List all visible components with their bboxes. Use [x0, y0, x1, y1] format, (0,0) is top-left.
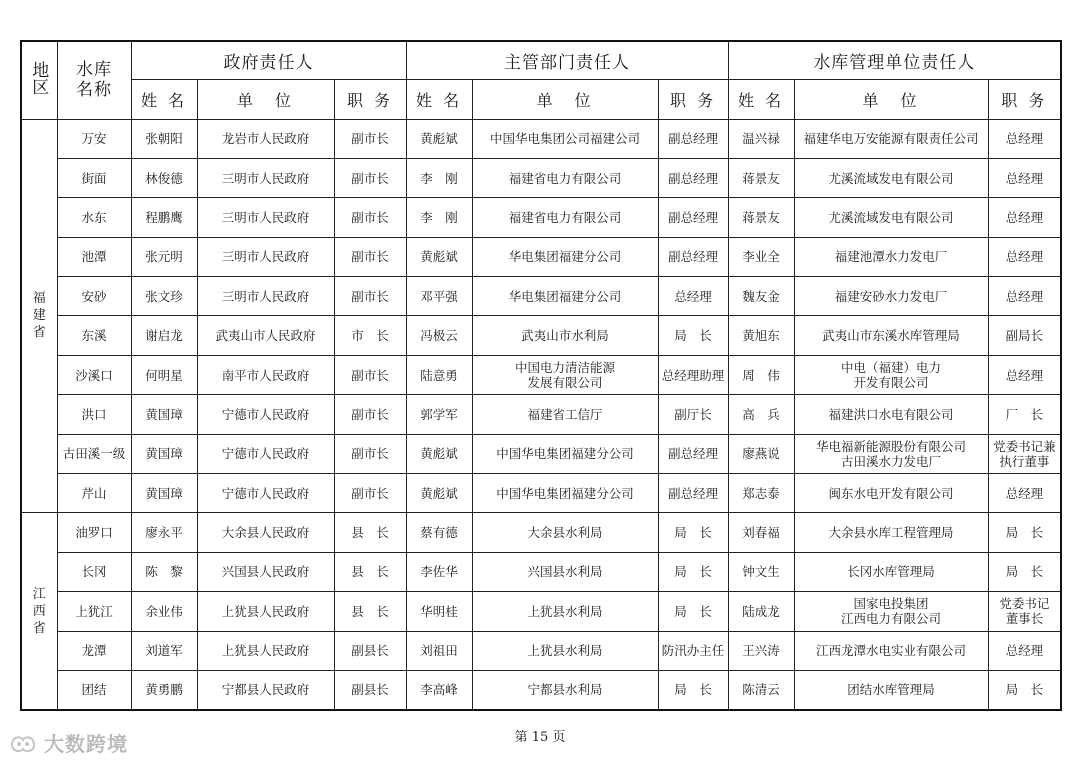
- dept-person-cell: 刘祖田: [406, 631, 472, 670]
- dept-unit-cell: 上犹县水利局: [472, 631, 658, 670]
- mgmt-person-cell: 钟文生: [728, 552, 794, 591]
- dept-post-cell: 副总经理: [658, 198, 728, 237]
- gov-person-cell: 何明星: [131, 355, 197, 394]
- dept-post-cell: 副厅长: [658, 395, 728, 434]
- dept-unit-cell: 福建省工信厅: [472, 395, 658, 434]
- reservoir-name-cell: 团结: [57, 670, 131, 709]
- table-row: [21, 355, 1061, 394]
- dept-unit-cell: 中国电力清洁能源 发展有限公司: [472, 355, 658, 394]
- dept-person-cell: 陆意勇: [406, 355, 472, 394]
- dept-post-cell: 副总经理: [658, 119, 728, 158]
- mgmt-person-cell: 廖燕说: [728, 434, 794, 473]
- mgmt-person-cell: 温兴禄: [728, 119, 794, 158]
- mgmt-post-cell: 总经理: [988, 198, 1061, 237]
- gov-unit-cell: 上犹县人民政府: [197, 592, 334, 631]
- gov-unit-cell: 三明市人民政府: [197, 237, 334, 276]
- dept-unit-cell: 福建省电力有限公司: [472, 198, 658, 237]
- reservoir-name-cell: 古田溪一级: [57, 434, 131, 473]
- mgmt-unit-cell: 福建华电万安能源有限责任公司: [794, 119, 988, 158]
- mgmt-post-cell: 局 长: [988, 552, 1061, 591]
- gov-post-cell: 副县长: [334, 631, 406, 670]
- table-row: [21, 592, 1061, 631]
- reservoir-name-cell: 沙溪口: [57, 355, 131, 394]
- mgmt-person-cell: 周 伟: [728, 355, 794, 394]
- mgmt-unit-cell: 中电（福建）电力 开发有限公司: [794, 355, 988, 394]
- dept-post-cell: 副总经理: [658, 237, 728, 276]
- mgmt-person-cell: 蒋景友: [728, 198, 794, 237]
- mgmt-unit-cell: 大余县水库工程管理局: [794, 513, 988, 552]
- gov-person-cell: 张朝阳: [131, 119, 197, 158]
- mgmt-unit-cell: 武夷山市东溪水库管理局: [794, 316, 988, 355]
- gov-post-cell: 县 长: [334, 513, 406, 552]
- gov-post-cell: 副市长: [334, 158, 406, 197]
- table-row: [21, 670, 1061, 709]
- region-cell: 江西省: [21, 513, 57, 710]
- dept-post-cell: 局 长: [658, 316, 728, 355]
- region-header: 地区: [21, 41, 57, 119]
- mgmt-unit-cell: 福建安砂水力发电厂: [794, 277, 988, 316]
- mgmt-unit-cell: 尤溪流域发电有限公司: [794, 158, 988, 197]
- dept-person-cell: 蔡有德: [406, 513, 472, 552]
- dept-post-cell: 防汛办主任: [658, 631, 728, 670]
- gov-post-cell: 副市长: [334, 434, 406, 473]
- gov-unit-cell: 上犹县人民政府: [197, 631, 334, 670]
- table-row: [21, 316, 1061, 355]
- mgmt-unit-cell: 长冈水库管理局: [794, 552, 988, 591]
- table-row: [21, 434, 1061, 473]
- mgmt-person-cell: 李业全: [728, 237, 794, 276]
- dept-unit-cell: 中国华电集团福建分公司: [472, 474, 658, 513]
- mgmt-post-cell: 厂 长: [988, 395, 1061, 434]
- mgmt-post-cell: 总经理: [988, 277, 1061, 316]
- gov-unit-cell: 三明市人民政府: [197, 158, 334, 197]
- gov-person-cell: 谢启龙: [131, 316, 197, 355]
- dept-post-cell: 局 长: [658, 592, 728, 631]
- mgmt-post-cell: 党委书记 董事长: [988, 592, 1061, 631]
- mgmt-person-cell: 魏友金: [728, 277, 794, 316]
- gov-person-cell: 张文珍: [131, 277, 197, 316]
- dept-person-cell: 黄彪斌: [406, 237, 472, 276]
- gov-unit-header: 单 位: [197, 79, 334, 119]
- mgmt-post-cell: 副局长: [988, 316, 1061, 355]
- mgmt-person-cell: 蒋景友: [728, 158, 794, 197]
- mgmt-unit-cell: 闽东水电开发有限公司: [794, 474, 988, 513]
- region-cell: 福建省: [21, 119, 57, 513]
- reservoir-name-cell: 安砂: [57, 277, 131, 316]
- table-row: [21, 237, 1061, 276]
- mgmt-unit-cell: 团结水库管理局: [794, 670, 988, 709]
- dept-person-cell: 华明桂: [406, 592, 472, 631]
- table-row: [21, 119, 1061, 158]
- dept-unit-cell: 大余县水利局: [472, 513, 658, 552]
- dept-post-cell: 局 长: [658, 552, 728, 591]
- gov-post-cell: 市 长: [334, 316, 406, 355]
- dept-person-cell: 黄彪斌: [406, 119, 472, 158]
- dept-post-cell: 局 长: [658, 513, 728, 552]
- dept-unit-cell: 中国华电集团福建分公司: [472, 434, 658, 473]
- gov-person-cell: 黄国璋: [131, 395, 197, 434]
- dept-person-cell: 李高峰: [406, 670, 472, 709]
- mgmt-post-cell: 总经理: [988, 474, 1061, 513]
- mgmt-post-cell: 局 长: [988, 670, 1061, 709]
- dept-post-header: 职 务: [658, 79, 728, 119]
- dept-unit-cell: 华电集团福建分公司: [472, 237, 658, 276]
- reservoir-name-cell: 洪口: [57, 395, 131, 434]
- dept-person-cell: 冯极云: [406, 316, 472, 355]
- gov-person-cell: 林俊德: [131, 158, 197, 197]
- gov-unit-cell: 大余县人民政府: [197, 513, 334, 552]
- dept-person-cell: 李 刚: [406, 158, 472, 197]
- dept-header: 主管部门责任人: [406, 41, 728, 79]
- mgmt-person-cell: 高 兵: [728, 395, 794, 434]
- table-row: [21, 474, 1061, 513]
- mgmt-unit-cell: 江西龙潭水电实业有限公司: [794, 631, 988, 670]
- gov-person-cell: 余业伟: [131, 592, 197, 631]
- watermark-text: 大数跨境: [44, 732, 128, 756]
- table-row: [21, 277, 1061, 316]
- mgmt-unit-cell: 福建池潭水力发电厂: [794, 237, 988, 276]
- dept-post-cell: 局 长: [658, 670, 728, 709]
- mgmt-person-cell: 郑志泰: [728, 474, 794, 513]
- responsibility-table: [20, 40, 1062, 711]
- gov-post-cell: 副市长: [334, 277, 406, 316]
- dept-name-header: 姓 名: [406, 79, 472, 119]
- page-number: 第 15 页: [514, 730, 566, 745]
- mgmt-post-cell: 总经理: [988, 119, 1061, 158]
- mgmt-unit-cell: 国家电投集团 江西电力有限公司: [794, 592, 988, 631]
- dept-post-cell: 副总经理: [658, 434, 728, 473]
- mgmt-post-cell: 总经理: [988, 355, 1061, 394]
- gov-unit-cell: 宁德市人民政府: [197, 395, 334, 434]
- gov-unit-cell: 三明市人民政府: [197, 277, 334, 316]
- gov-name-header: 姓 名: [131, 79, 197, 119]
- mgmt-person-cell: 陆成龙: [728, 592, 794, 631]
- reservoir-name-cell: 万安: [57, 119, 131, 158]
- gov-unit-cell: 宁德市人民政府: [197, 434, 334, 473]
- reservoir-name-cell: 长冈: [57, 552, 131, 591]
- gov-unit-cell: 兴国县人民政府: [197, 552, 334, 591]
- gov-unit-cell: 龙岩市人民政府: [197, 119, 334, 158]
- dept-unit-header: 单 位: [472, 79, 658, 119]
- reservoir-name-cell: 芹山: [57, 474, 131, 513]
- gov-unit-cell: 三明市人民政府: [197, 198, 334, 237]
- dept-unit-cell: 武夷山市水利局: [472, 316, 658, 355]
- gov-post-cell: 副市长: [334, 237, 406, 276]
- gov-person-cell: 黄国璋: [131, 434, 197, 473]
- gov-person-cell: 廖永平: [131, 513, 197, 552]
- reservoir-name-cell: 水东: [57, 198, 131, 237]
- mgmt-post-cell: 总经理: [988, 631, 1061, 670]
- dept-unit-cell: 兴国县水利局: [472, 552, 658, 591]
- dept-unit-cell: 华电集团福建分公司: [472, 277, 658, 316]
- reservoir-name-cell: 池潭: [57, 237, 131, 276]
- gov-post-cell: 副市长: [334, 474, 406, 513]
- mgmt-post-cell: 党委书记兼 执行董事: [988, 434, 1061, 473]
- reservoir-name-cell: 油罗口: [57, 513, 131, 552]
- reservoir-name-cell: 上犹江: [57, 592, 131, 631]
- dept-post-cell: 总经理助理: [658, 355, 728, 394]
- reservoir-header: 水库名称: [57, 41, 131, 119]
- dept-person-cell: 黄彪斌: [406, 474, 472, 513]
- dept-person-cell: 郭学军: [406, 395, 472, 434]
- gov-post-cell: 县 长: [334, 552, 406, 591]
- table-row: [21, 158, 1061, 197]
- mgmt-post-header: 职 务: [988, 79, 1061, 119]
- dept-person-cell: 黄彪斌: [406, 434, 472, 473]
- reservoir-name-cell: 东溪: [57, 316, 131, 355]
- gov-post-cell: 副市长: [334, 119, 406, 158]
- table-row: [21, 631, 1061, 670]
- reservoir-name-cell: 龙潭: [57, 631, 131, 670]
- mgmt-post-cell: 总经理: [988, 237, 1061, 276]
- reservoir-name-cell: 街面: [57, 158, 131, 197]
- gov-post-cell: 县 长: [334, 592, 406, 631]
- dept-unit-cell: 宁都县水利局: [472, 670, 658, 709]
- gov-unit-cell: 武夷山市人民政府: [197, 316, 334, 355]
- mgmt-header: 水库管理单位责任人: [728, 41, 1061, 79]
- dept-post-cell: 副总经理: [658, 474, 728, 513]
- gov-person-cell: 刘道军: [131, 631, 197, 670]
- mgmt-unit-cell: 福建洪口水电有限公司: [794, 395, 988, 434]
- gov-person-cell: 陈 黎: [131, 552, 197, 591]
- dept-person-cell: 邓平强: [406, 277, 472, 316]
- table-row: [21, 198, 1061, 237]
- gov-header: 政府责任人: [131, 41, 406, 79]
- dept-person-cell: 李佐华: [406, 552, 472, 591]
- mgmt-name-header: 姓 名: [728, 79, 794, 119]
- gov-post-cell: 副市长: [334, 355, 406, 394]
- gov-post-cell: 副市长: [334, 198, 406, 237]
- dept-person-cell: 李 刚: [406, 198, 472, 237]
- table-row: [21, 552, 1061, 591]
- mgmt-person-cell: 刘春福: [728, 513, 794, 552]
- table-header: [21, 41, 1061, 119]
- mgmt-person-cell: 黄旭东: [728, 316, 794, 355]
- gov-post-cell: 副县长: [334, 670, 406, 709]
- gov-unit-cell: 南平市人民政府: [197, 355, 334, 394]
- dept-unit-cell: 福建省电力有限公司: [472, 158, 658, 197]
- gov-post-header: 职 务: [334, 79, 406, 119]
- gov-person-cell: 黄勇鹏: [131, 670, 197, 709]
- mgmt-unit-header: 单 位: [794, 79, 988, 119]
- gov-person-cell: 张元明: [131, 237, 197, 276]
- dept-post-cell: 副总经理: [658, 158, 728, 197]
- mgmt-person-cell: 王兴涛: [728, 631, 794, 670]
- table-row: [21, 395, 1061, 434]
- mgmt-unit-cell: 尤溪流域发电有限公司: [794, 198, 988, 237]
- dept-unit-cell: 上犹县水利局: [472, 592, 658, 631]
- dept-post-cell: 总经理: [658, 277, 728, 316]
- gov-post-cell: 副市长: [334, 395, 406, 434]
- mgmt-post-cell: 局 长: [988, 513, 1061, 552]
- gov-unit-cell: 宁都县人民政府: [197, 670, 334, 709]
- table-row: [21, 513, 1061, 552]
- mgmt-person-cell: 陈清云: [728, 670, 794, 709]
- mgmt-post-cell: 总经理: [988, 158, 1061, 197]
- gov-person-cell: 程鹏鹰: [131, 198, 197, 237]
- gov-unit-cell: 宁德市人民政府: [197, 474, 334, 513]
- table-body: [21, 119, 1061, 710]
- dept-unit-cell: 中国华电集团公司福建公司: [472, 119, 658, 158]
- gov-person-cell: 黄国璋: [131, 474, 197, 513]
- mgmt-unit-cell: 华电福新能源股份有限公司 古田溪水力发电厂: [794, 434, 988, 473]
